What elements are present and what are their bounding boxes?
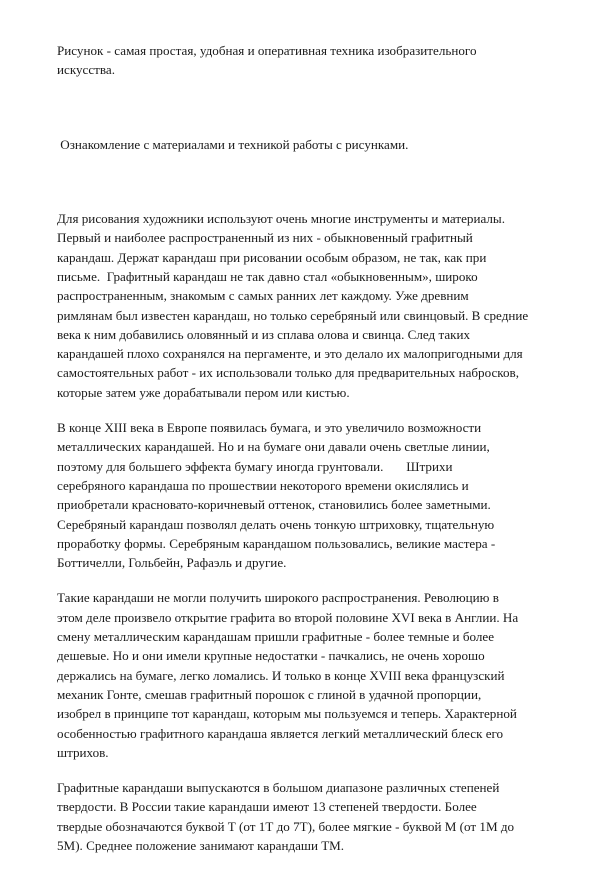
- text-line: распространенным, знакомым с самых ранних лет каждому. Уже древним: [57, 288, 469, 304]
- text-line: Серебряный карандаш позволял делать очень тонкую штриховку, тщательную: [57, 516, 495, 532]
- text-line: которые затем уже дорабатывали пером или кистью.: [57, 384, 350, 400]
- text-line: Рисунок - самая простая, удобная и оперативная техника изобразительного: [57, 43, 477, 58]
- section-heading: [57, 97, 541, 193]
- text-line: самостоятельных работ - их использовали только для предварительных набросков,: [57, 365, 519, 381]
- text-line: искусства.: [57, 62, 115, 78]
- paragraph-hardness-grades: [57, 778, 541, 855]
- text-line: механик Гонте, смешав графитный порошок с глиной в удачной пропорции,: [57, 686, 482, 702]
- text-line: особенностью графитного карандаша является легкий металлический блеск его: [57, 725, 504, 741]
- text-line: этом деле произвело открытие графита во второй половине XVI века в Англии. На: [57, 609, 519, 625]
- text-line: карандашей плохо сохранялся на пергаменте, и это делало их малопригодными для: [57, 346, 523, 362]
- text-line: карандаш. Держат карандаш при рисовании особым образом, не так, как при: [57, 249, 487, 265]
- text-line: твердости. В России такие карандаши имеют 13 степеней твердости. Более: [57, 799, 477, 815]
- text-line: дешевые. Но и они имели крупные недостатки - пачкались, не очень хорошо: [57, 648, 485, 664]
- text-line: твердые обозначаются буквой Т (от 1Т до 7Т), более мягкие - буквой М (от 1М до: [57, 818, 515, 834]
- text-line: Для рисования художники используют очень многие инструменты и материалы.: [57, 211, 505, 227]
- text-line: Первый и наиболее распространенный из них - обыкновенный графитный: [57, 230, 473, 246]
- text-line: проработку формы. Серебряным карандашом пользовались, великие мастера -: [57, 535, 496, 551]
- text-line: В конце XIII века в Европе появилась бумага, и это увеличило возможности: [57, 420, 482, 436]
- paragraph-graphite-discovery: [57, 588, 541, 762]
- document-body: [57, 41, 541, 871]
- text-line: Такие карандаши не могли получить широкого распространения. Революцию в: [57, 590, 499, 606]
- text-line: 5М). Среднее положение занимают карандаши ТМ.: [57, 837, 345, 853]
- text-line: смену металлическим карандашам пришли графитные - более темные и более: [57, 629, 495, 645]
- text-line: изобрел в принципе тот карандаш, которым мы пользуемся и теперь. Характерной: [57, 706, 517, 722]
- text-line: держались на бумаге, легко ломались. И только в конце XVIII века французский: [57, 667, 505, 683]
- text-line: Боттичелли, Гольбейн, Рафаэль и другие.: [57, 555, 287, 571]
- text-line: серебряного карандаша по прошествии некоторого времени окислялись и: [57, 477, 469, 493]
- text-line: приобретали красновато-коричневый оттенок, становились более заметными.: [57, 497, 491, 513]
- text-line: штрихов.: [57, 744, 109, 760]
- text-line: Ознакомление с материалами и техникой работы с рисунками.: [57, 137, 409, 153]
- text-line: металлических карандашей. Но и на бумаге они давали очень светлые линии,: [57, 439, 490, 455]
- text-line: века к ним добавились оловянный и из сплава олова и свинца. След таких: [57, 326, 471, 342]
- text-line: римлянам был известен карандаш, но только серебряный или свинцовый. В средние: [57, 307, 529, 323]
- text-line: поэтому для большего эффекта бумагу иногда грунтовали. Штрихи: [57, 458, 453, 474]
- intro-paragraph: [57, 41, 541, 80]
- paragraph-pencil-history: [57, 209, 541, 402]
- text-line: письме. Графитный карандаш не так давно стал «обыкновенным», широко: [57, 268, 478, 284]
- paragraph-paper-era: [57, 418, 541, 572]
- text-line: Графитные карандаши выпускаются в большом диапазоне различных степеней: [57, 780, 500, 796]
